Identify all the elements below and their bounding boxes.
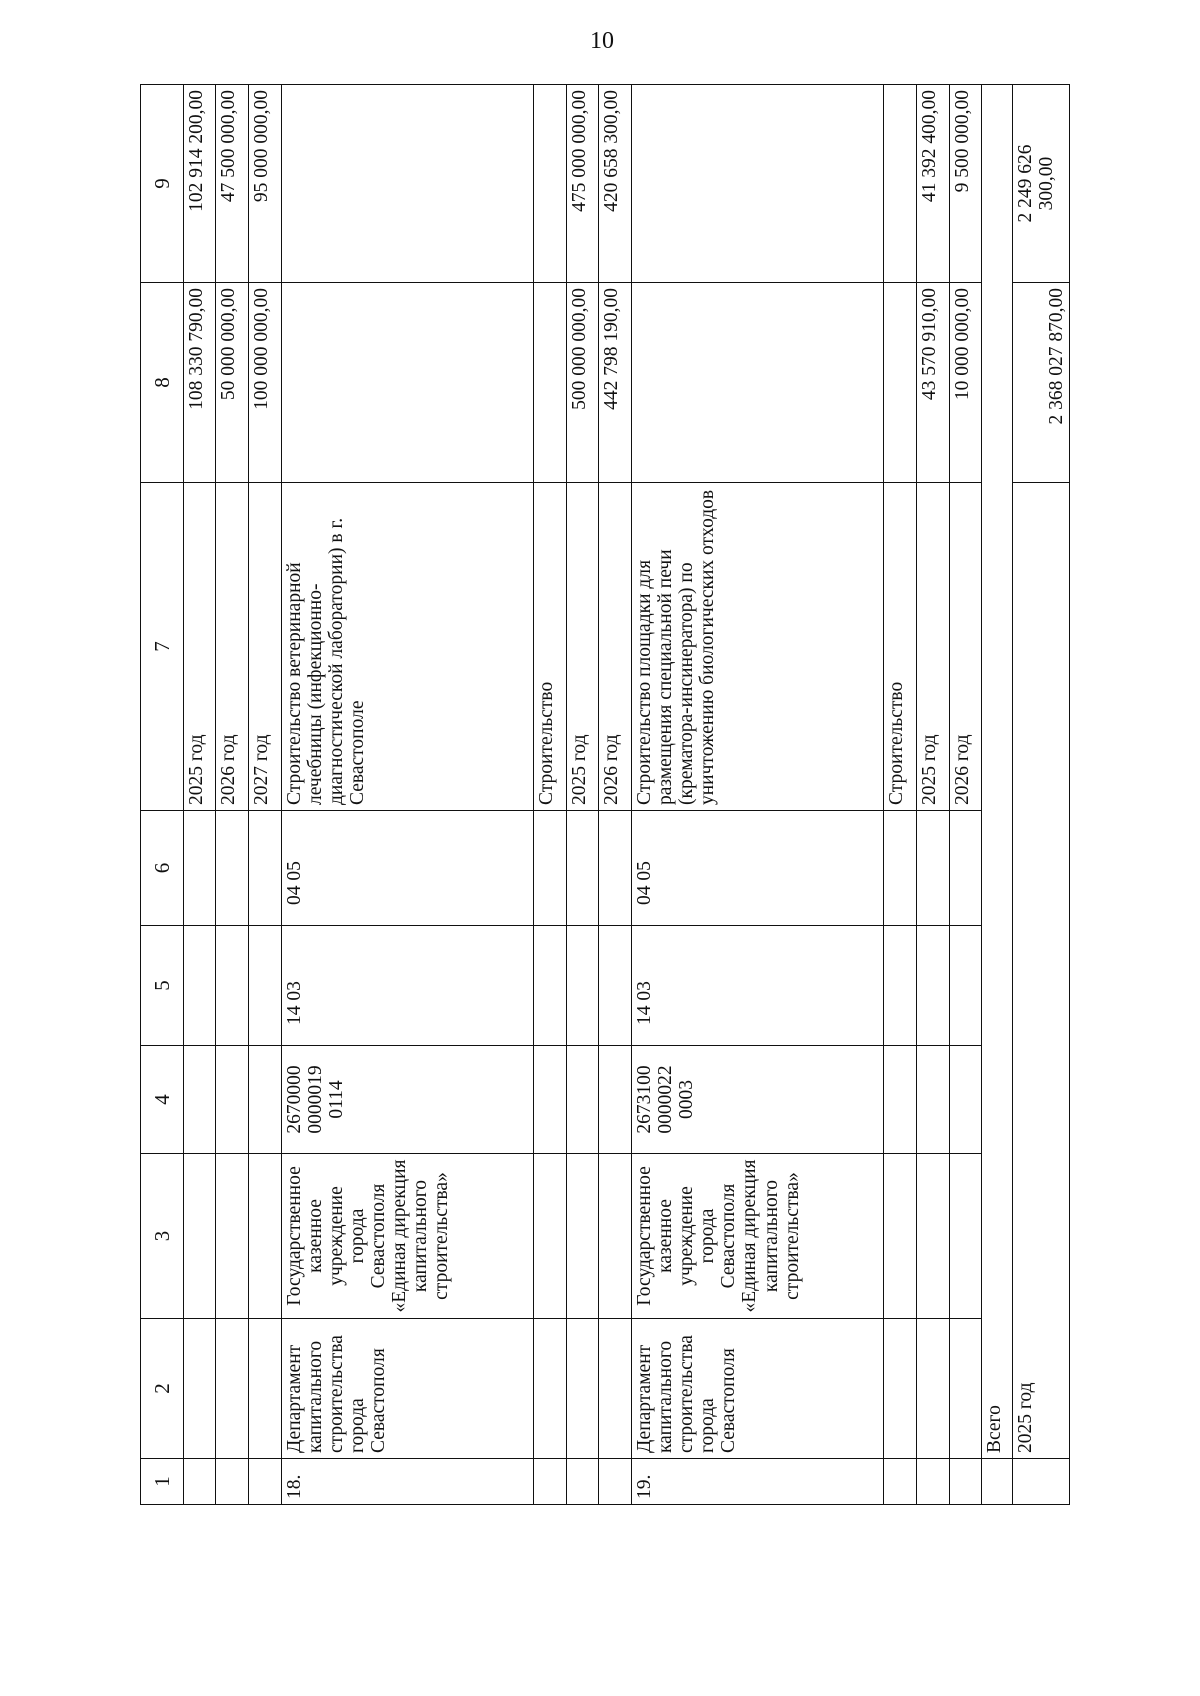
header-cell: 2 [141,1319,184,1459]
table-row [883,85,916,1505]
header-cell: 6 [141,811,184,926]
department-cell: Департамент капитального строительства города Севастополя [282,1319,534,1459]
total-amount-line1: 2 249 626 [1014,144,1036,223]
table-row [183,85,216,1505]
row-number: 19. [632,1459,884,1505]
amount-cell: 102 914 200,00 [183,85,216,283]
total-year: 2025 год [1012,483,1069,1459]
amount-cell: 47 500 000,00 [216,85,249,283]
total-label: Всего [982,85,1013,1459]
header-cell: 9 [141,85,184,283]
amount-cell: 10 000 000,00 [949,283,982,483]
year-cell: 2026 год [599,483,632,811]
total-amount: 2 368 027 870,00 [1012,283,1069,483]
object-name-cell: Строительство ветеринарной лечебницы (инфекционно-диагностической лаборатории) в г. Севастополе [282,483,534,811]
amount-cell: 475 000 000,00 [566,85,599,283]
total-amount-line2: 300,00 [1036,156,1057,211]
section-cell: 14 03 [632,926,884,1046]
object-name-cell: Строительство площадки для размещения специальной печи (крематора-инсинератора) по уничтожению биологических отходов [632,483,884,811]
section-cell: 14 03 [282,926,534,1046]
year-cell: 2025 год [183,483,216,811]
table-row [566,85,599,1505]
amount-cell: 95 000 000,00 [249,85,282,283]
code-cell: 2670000 0000019 0114 [282,1046,534,1154]
table-frame [140,85,1070,1505]
amount-cell: 50 000 000,00 [216,283,249,483]
page-number: 10 [590,28,614,54]
header-row [141,85,184,1505]
header-cell: 7 [141,483,184,811]
amount-cell: 9 500 000,00 [949,85,982,283]
year-cell: 2025 год [916,483,949,811]
amount-cell: 100 000 000,00 [249,283,282,483]
row-number: 18. [282,1459,534,1505]
total-amount-2 [1012,85,1069,283]
amount-cell: 500 000 000,00 [566,283,599,483]
table-row-19 [632,85,884,1505]
table-row-18 [282,85,534,1505]
year-cell: 2027 год [249,483,282,811]
total-row [1012,85,1069,1505]
amount-cell: 442 798 190,00 [599,283,632,483]
work-type-cell: Строительство [883,483,916,811]
amount-cell: 420 658 300,00 [599,85,632,283]
executor-cell: Государственное казенное учреждение города Севастополя «Единая дирекция капитального строительства» [632,1154,884,1319]
table-row [949,85,982,1505]
table-row [533,85,566,1505]
year-cell: 2026 год [216,483,249,811]
header-cell: 3 [141,1154,184,1319]
table-row [249,85,282,1505]
amount-cell: 43 570 910,00 [916,283,949,483]
header-cell: 8 [141,283,184,483]
header-cell: 1 [141,1459,184,1505]
department-cell: Департамент капитального строительства города Севастополя [632,1319,884,1459]
table-row [599,85,632,1505]
amount-cell: 41 392 400,00 [916,85,949,283]
total-label-row [982,85,1013,1505]
header-cell: 4 [141,1046,184,1154]
code-cell: 2673100 0000022 0003 [632,1046,884,1154]
year-cell: 2025 год [566,483,599,811]
table-row [216,85,249,1505]
year-cell: 2026 год [949,483,982,811]
header-cell: 5 [141,926,184,1046]
work-type-cell: Строительство [533,483,566,811]
amount-cell: 108 330 790,00 [183,283,216,483]
budget-table [140,84,1070,1505]
subsection-cell: 04 05 [282,811,534,926]
table-row [916,85,949,1505]
subsection-cell: 04 05 [632,811,884,926]
executor-cell: Государственное казенное учреждение города Севастополя «Единая дирекция капитального строительства» [282,1154,534,1319]
